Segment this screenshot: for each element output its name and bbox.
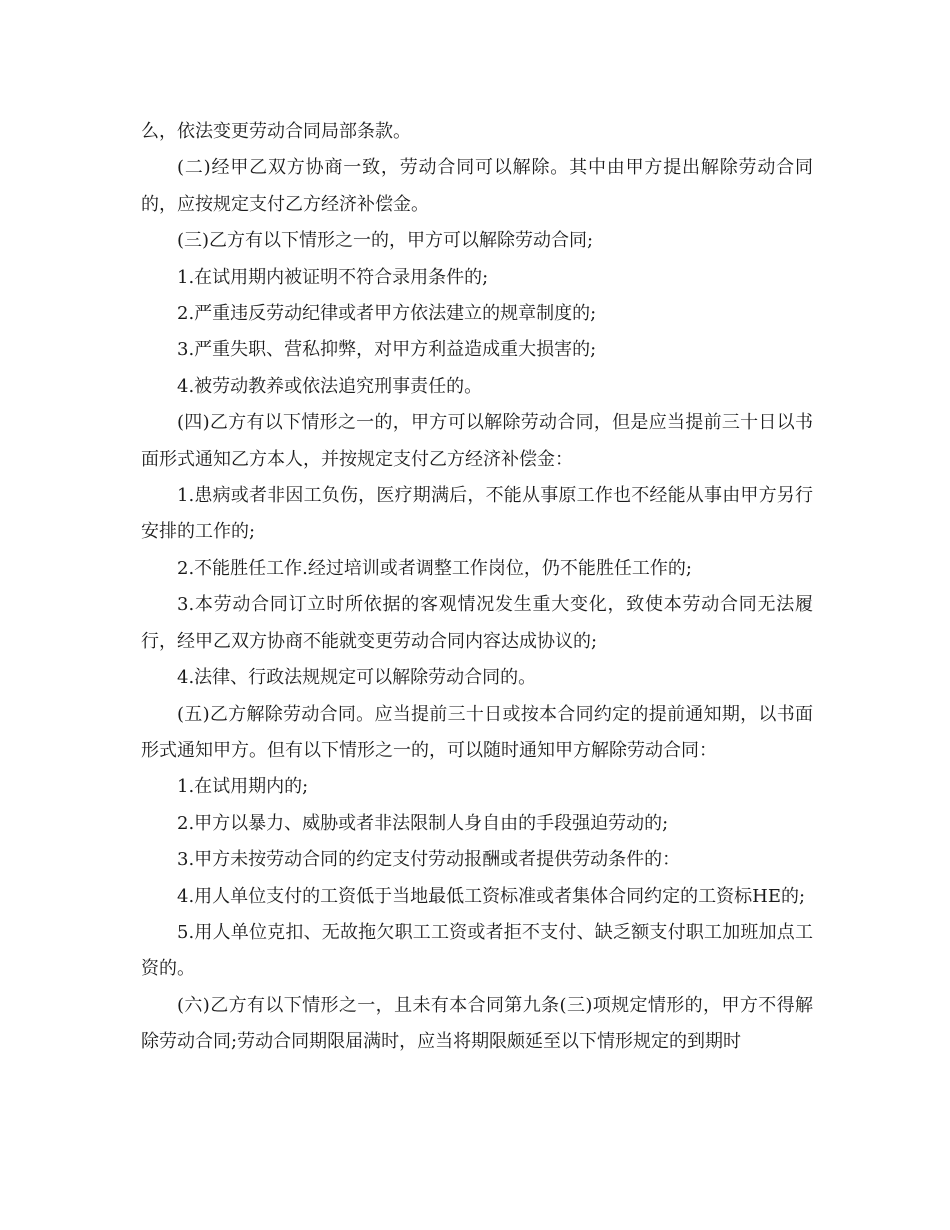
paragraph: (六)乙方有以下情形之一，且未有本合同第九条(三)项规定情形的，甲方不得解除劳动合同;劳动合同期限届满时，应当将期限颇延至以下情形规定的到期时 [141,994,813,1053]
list-item: 1.在试用期内被证明不符合录用条件的; [177,266,489,288]
paragraph: (五)乙方解除劳动合同。应当提前三十日或按本合同约定的提前通知期，以书面形式通知甲方。但有以下情形之一的，可以随时通知甲方解除劳动合同： [141,703,813,761]
list-item: 2.严重违反劳动纪律或者甲方依法建立的规章制度的; [177,303,597,325]
paragraph: (三)乙方有以下情形之一的，甲方可以解除劳动合同; [177,230,594,252]
list-item: 1.患病或者非因工负伤，医疗期满后，不能从事原工作也不经能从事由甲方另行安排的工作的; [141,485,813,543]
list-item: 3.甲方未按劳动合同的约定支付劳动报酬或者提供劳动条件的： [177,849,681,871]
list-item: 1.在试用期内的; [177,776,309,798]
list-item: 3.严重失职、营私抑弊，对甲方利益造成重大损害的; [177,339,597,361]
document-body [141,114,813,1061]
list-item: 3.本劳动合同订立时所依据的客观情况发生重大变化，致使本劳动合同无法履行，经甲乙双方协商不能就变更劳动合同内容达成协议的; [141,594,813,652]
list-item: 4.法律、行政法规规定可以解除劳动合同的。 [177,667,537,689]
paragraph: 么，依法变更劳动合同局部条款。 [141,121,411,142]
list-item: 4.用人单位支付的工资低于当地最低工资标准或者集体合同约定的工资标HE的; [177,885,806,907]
list-item: 2.甲方以暴力、威胁或者非法限制人身自由的手段强迫劳动的; [177,812,669,834]
paragraph: (二)经甲乙双方协商一致，劳动合同可以解除。其中由甲方提出解除劳动合同的，应按规定支付乙方经济补偿金。 [141,157,813,215]
list-item: 4.被劳动教养或依法追究刑事责任的。 [177,375,483,397]
list-item: 2.不能胜任工作.经过培训或者调整工作岗位，仍不能胜任工作的; [177,557,692,579]
paragraph: (四)乙方有以下情形之一的，甲方可以解除劳动合同，但是应当提前三十日以书面形式通知乙方本人，并按规定支付乙方经济补偿金： [141,412,813,470]
list-item: 5.用人单位克扣、无故拖欠职工工资或者拒不支付、缺乏额支付职工加班加点工资的。 [141,921,813,980]
